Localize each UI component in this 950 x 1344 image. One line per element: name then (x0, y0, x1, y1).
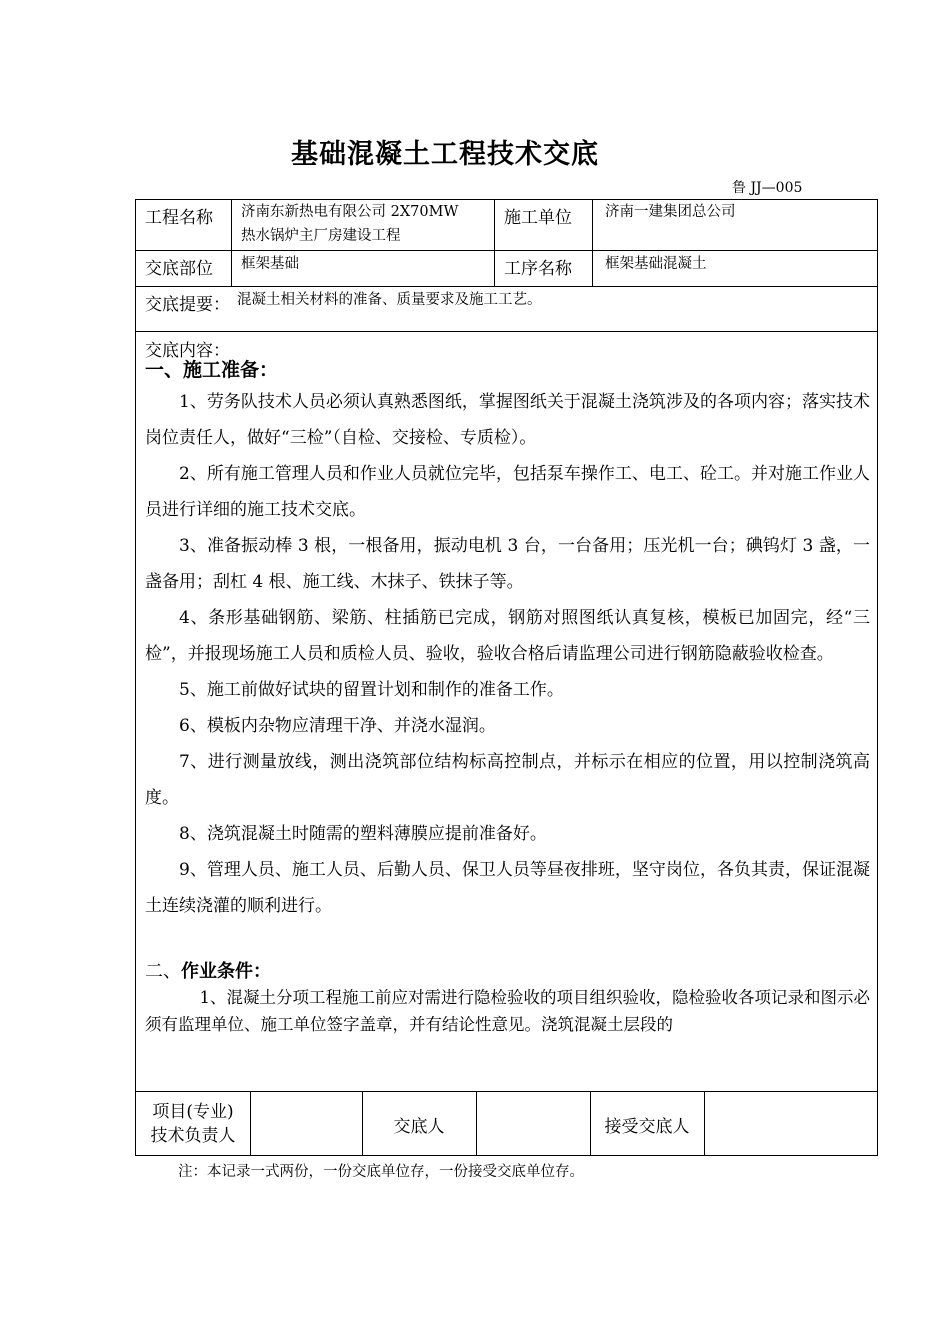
list-item: 1、劳务队技术人员必须认真熟悉图纸，掌握图纸关于混凝土浇筑涉及的各项内容；落实技术岗位责任人，做好“三检”（自检、交接检、专质检）。 (145, 392, 870, 448)
summary-text: 混凝土相关材料的准备、质量要求及施工工艺。 (237, 292, 542, 308)
list-item: 7、进行测量放线，测出浇筑部位结构标高控制点，并标示在相应的位置，用以控制浇筑高度。 (145, 752, 870, 808)
list-item: 3、准备振动棒 3 根，一根备用，振动电机 3 台，一台备用；压光机一台；碘钨灯 3 盏，一盏备用；刮杠 4 根、施工线、木抹子、铁抹子等。 (145, 536, 870, 592)
process-label: 工序名称 (504, 259, 572, 279)
tech-lead-label (136, 1100, 250, 1148)
col-divider (231, 199, 232, 286)
col-divider (476, 1091, 477, 1156)
row-divider (135, 250, 878, 251)
section2-prefix: 二、 (145, 961, 181, 982)
content-section-1 (145, 358, 870, 924)
list-item: 5、施工前做好试块的留置计划和制作的准备工作。 (179, 680, 564, 700)
project-name-value (241, 200, 491, 248)
project-name-line1: 济南东新热电有限公司 2X70MW (241, 204, 459, 220)
section2-title (145, 960, 870, 984)
list-item: 6、模板内杂物应清理干净、并浇水湿润。 (179, 716, 496, 736)
list-item: 9、管理人员、施工人员、后勤人员、保卫人员等昼夜排班，坚守岗位，各负其责，保证混凝土连续浇灌的顺利进行。 (145, 860, 870, 916)
summary-label: 交底提要： (145, 295, 230, 315)
col-divider (592, 199, 593, 286)
section1-list (145, 384, 870, 924)
construction-unit-label: 施工单位 (504, 208, 572, 228)
list-item: 4、条形基础钢筋、梁筋、柱插筋已完成，钢筋对照图纸认真复核，模板已加固完，经“三检”，并报现场施工人员和质检人员、验收，验收合格后请监理公司进行钢筋隐蔽验收检查。 (145, 608, 870, 664)
tech-lead-line1: 项目(专业) (152, 1102, 234, 1122)
discloser-label: 交底人 (393, 1117, 445, 1137)
row-divider (135, 286, 878, 287)
project-name-label: 工程名称 (145, 208, 213, 228)
section2-text: 1、混凝土分项工程施工前应对需进行隐检验收的项目组织验收，隐检验收各项记录和图示必须有监理单位、施工单位签字盖章，并有结论性意见。浇筑混凝土层段的 (145, 988, 870, 1034)
row-divider (135, 1091, 878, 1092)
document-number: 鲁 JJ—005 (732, 180, 803, 196)
col-divider (704, 1091, 705, 1156)
part-label: 交底部位 (145, 259, 213, 279)
footnote: 注：本记录一式两份，一份交底单位存，一份接受交底单位存。 (178, 1164, 584, 1180)
construction-unit-value: 济南一建集团总公司 (605, 204, 736, 220)
row-divider (135, 331, 878, 332)
part-value: 框架基础 (241, 256, 299, 272)
receiver-label: 接受交底人 (604, 1117, 690, 1137)
page-title: 基础混凝土工程技术交底 (291, 139, 599, 170)
process-value: 框架基础混凝土 (605, 256, 707, 272)
content-section-2 (145, 960, 870, 1038)
list-item: 2、所有施工管理人员和作业人员就位完毕，包括泵车操作工、电工、砼工。并对施工作业人员进行详细的施工技术交底。 (145, 464, 870, 520)
content-label: 交底内容： (145, 341, 230, 361)
tech-lead-line2: 技术负责人 (150, 1126, 236, 1146)
section1-title: 一、施工准备： (145, 359, 279, 381)
col-divider (250, 1091, 251, 1156)
list-item: 8、浇筑混凝土时随需的塑料薄膜应提前准备好。 (179, 824, 547, 844)
project-name-line2: 热水锅炉主厂房建设工程 (241, 228, 401, 244)
section2-heading: 作业条件： (181, 961, 271, 982)
col-divider (494, 199, 495, 286)
